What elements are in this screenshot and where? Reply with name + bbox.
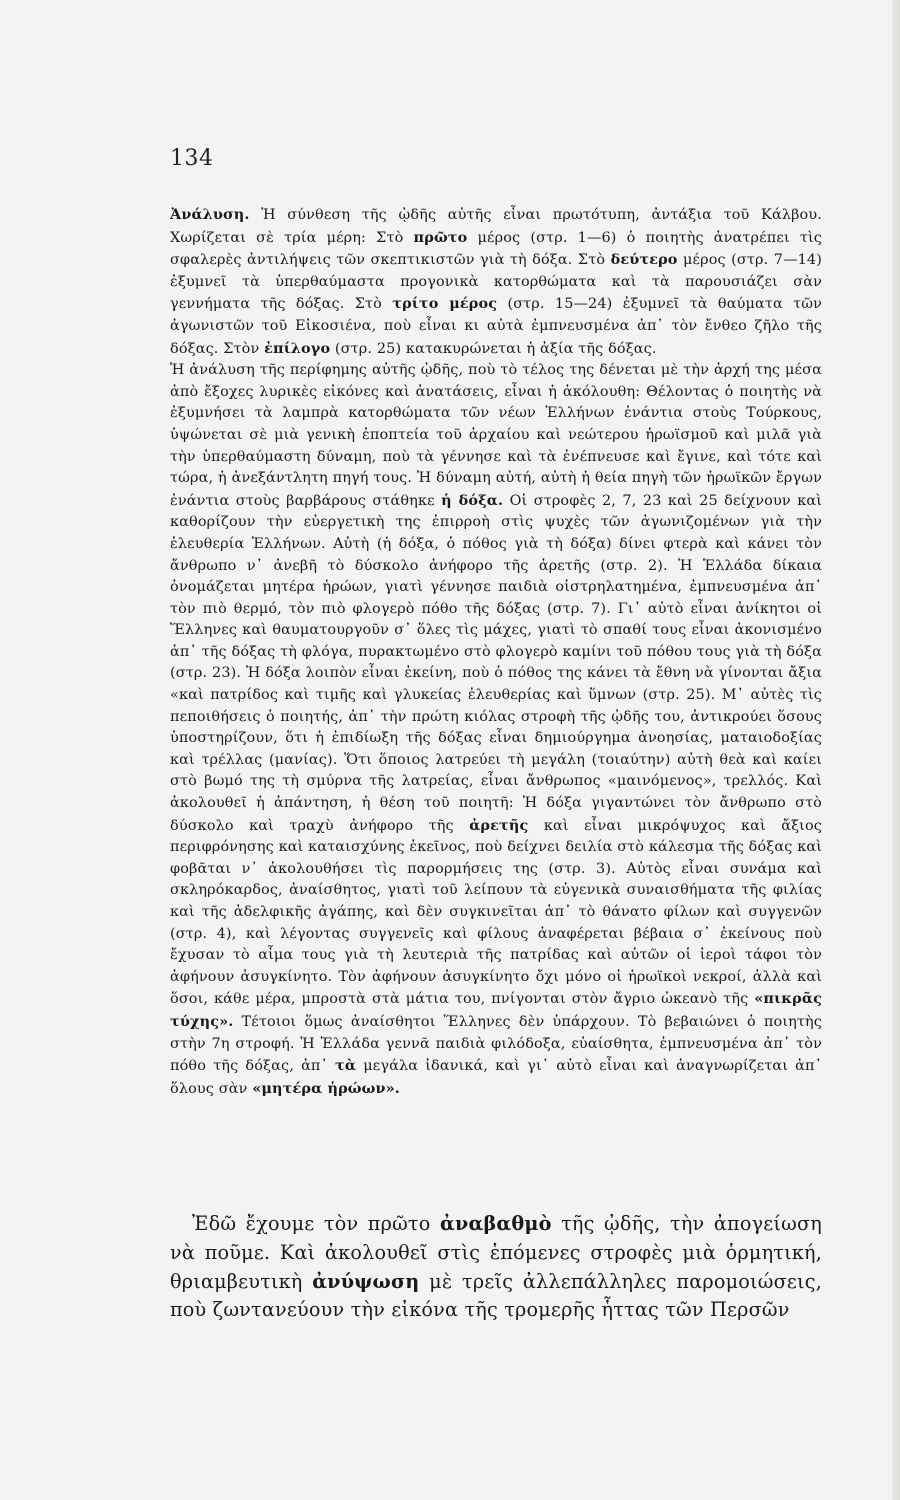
text-run: τῆς ᾠδῆς, τὴν ἀπογείωση νὰ ποῦμε. Καὶ ἀκολουθεῖ στὶς ἑπόμενες στροφὲς μιὰ ὁρμητική, θριαμβευτικὴ (170, 1212, 822, 1293)
text-run: καὶ εἶναι μικρόψυχος καὶ ἄξιος περιφρόνησης καὶ καταισχύνης ἐκεῖνος, ποὺ δείχνει δειλία στὸ κάλεσμα τῆς δόξας καὶ φοβᾶται ν᾿ ἀκολουθήσει τὶς παρορμήσεις της (στρ. 3). Αὐτὸς εἶναι συνάμα καὶ σκληρόκαρδος, ἀναίσθητος, γιατὶ τοῦ λείπουν τὰ εὐγενικὰ συναισθήματα τῆς φιλίας καὶ τῆς ἀδελφικῆς ἀγάπης, καὶ δὲν συγκινεῖται ἀπ᾿ τὸ θάνατο φίλων καὶ συγγενῶν (στρ. 4), καὶ λέγοντας συγγενεῖς καὶ φίλους ἀναφέρεται βέβαια σ᾿ ἐκείνους ποὺ ἔχυσαν τὸ αἷμα τους γιὰ τὴ λευτεριὰ τῆς πατρίδας καὶ αὐτῶν οἱ ἱεροὶ τάφοι τὸν ἀφήνουν ἀσυγκίνητο. Τὸν ἀφήνουν ἀσυγκίνητο ὄχι μόνο οἱ ἡρωϊκοὶ νεκροί, ἀλλὰ καὶ ὅσοι, κάθε μέρα, μπροστὰ στὰ μάτια του, πνίγονται στὸν ἄγριο ὠκεανὸ τῆς (170, 817, 822, 1008)
text-run: μὲ τρεῖς ἀλλεπάλληλες παρομοιώσεις, ποὺ ζωντανεύουν τὴν εἰκόνα τῆς τρομερῆς ἧττας τῶν Περσῶν (170, 1269, 822, 1322)
text-run: Ἡ ἀνάλυση τῆς περίφημης αὐτῆς ᾠδῆς, ποὺ τὸ τέλος της δένεται μὲ τὴν ἀρχή της μέσα ἀπὸ ἔξοχες λυρικὲς εἰκόνες καὶ ἀνατάσεις, εἶναι ἡ ἀκόλουθη: Θέλοντας ὁ ποιητὴς νὰ ἐξυμνήσει τὰ λαμπρὰ κατορθώματα τῶν νέων Ἑλλήνων ἐνάντια στοὺς Τούρκους, ὑψώνεται σὲ μιὰ γενικὴ ἐποπτεία τοῦ ἀρχαίου καὶ νεώτερου ἡρωϊσμοῦ καὶ μιλᾶ γιὰ τὴν ὑπερθαύμαστη δύναμη, ποὺ τὰ γέννησε καὶ τὰ ἐνέπνευσε καὶ ἔγινε, καὶ τότε καὶ τώρα, ἡ ἀνεξάντλητη πηγή τους. Ἡ δύναμη αὐτή, αὐτὴ ἡ θεία πηγὴ τῶν ἡρωϊκῶν ἔργων ἐνάντια στοὺς βαρβάρους στάθηκε (170, 362, 822, 509)
analysis-paragraph-1 (170, 204, 822, 360)
emphasis: ἐπίλογο (264, 339, 331, 357)
emphasis: «πικρᾶς τύχης». (170, 990, 822, 1030)
emphasis: τρίτο μέρος (392, 295, 498, 313)
analysis-heading: Ἀνάλυση. (170, 206, 250, 223)
text-run: (στρ. 15—24) ἐξυμνεῖ τὰ θαύματα τῶν ἀγωνιστῶν τοῦ Εἰκοσιένα, ποὺ εἶναι κι αὐτὰ ἐμπνευσμένα ἀπ᾿ τὸν ἔνθεο ζῆλο τῆς δόξας. Στὸν (170, 296, 822, 357)
emphasis: δεύτερο (610, 251, 678, 269)
main-text-section (170, 1210, 822, 1325)
text-run: μέρος (στρ. 7—14) ἐξυμνεῖ τὰ ὑπερθαύμαστα προγονικὰ κατορθώματα καὶ τὰ παρουσιάζει σὰν γεννήματα τῆς δόξας. Στὸ (170, 252, 822, 313)
page-number: 134 (170, 146, 214, 171)
emphasis: ἀναβαθμὸ (440, 1212, 552, 1235)
emphasis: πρῶτο (413, 228, 468, 246)
text-run: Ἐδῶ ἔχουμε τὸν πρῶτο (192, 1212, 440, 1235)
text-run: Οἱ στροφὲς 2, 7, 23 καὶ 25 δείχνουν καὶ καθορίζουν τὴν εὐεργετικὴ της ἐπιρροὴ στὶς ψυχὲς τῶν ἀγωνιζομένων γιὰ τὴν ἐλευθερία Ἑλλήνων. Αὐτὴ (ἡ δόξα, ὁ πόθος γιὰ τὴ δόξα) δίνει φτερὰ καὶ κάνει τὸν ἄνθρωπο ν᾿ ἀνεβῆ τὸ δύσκολο ἀνήφορο τῆς ἀρετῆς (στρ. 2). Ἡ Ἑλλάδα δίκαια ὀνομάζεται μητέρα ἡρώων, γιατὶ γέννησε παιδιὰ οἰστρηλατημένα, ἐμπνευσμένα ἀπ᾿ τὸν πιὸ θερμό, τὸν πιὸ φλογερὸ πόθο τῆς δόξας (στρ. 7). Γι᾿ αὐτὸ εἶναι ἀνίκητοι οἱ Ἕλληνες καὶ θαυματουργοῦν σ᾿ ὅλες τὶς μάχες, γιατὶ τὸ σπαθί τους εἶναι ἀκονισμένο ἀπ᾿ τῆς δόξας τὴ φλόγα, πυρακτωμένο στὸ φλογερὸ καμίνι τοῦ πόθου τους γιὰ τὴ δόξα (στρ. 23). Ἡ δόξα λοιπὸν εἶναι ἐκείνη, ποὺ ὁ πόθος της κάνει τὰ ἔθνη νὰ γίνονται ἄξια «καὶ πατρίδος καὶ τιμῆς καὶ γλυκείας ἐλευθερίας καὶ ὕμνων (στρ. 25). Μ᾿ αὐτὲς τὶς πεποιθήσεις ὁ ποιητής, ἀπ᾿ τὴν πρώτη κιόλας στροφὴ τῆς ᾠδῆς του, ἀντικρούει ὅσους ὑποστηρίζουν, ὅτι ἡ ἐπιδίωξη τῆς δόξας εἶναι δημιούργημα ἀνοησίας, ματαιοδοξίας καὶ τρέλλας (μανίας). Ὅτι ὅποιος λατρεύει τὴ μεγάλη (τοιαύτην) αὐτὴ θεὰ καὶ καίει στὸ βωμό της τὴ σμύρνα τῆς λατρείας, εἶναι ἄνθρωπος «μαινόμενος», τρελλός. Καὶ ἀκολουθεῖ ἡ ἀπάντηση, ἡ θέση τοῦ ποιητῆ: Ἡ δόξα γιγαντώνει τὸν ἄνθρωπο στὸ δύσκολο καὶ τραχὺ ἀνήφορο τῆς (170, 492, 823, 834)
analysis-paragraph-2 (170, 360, 822, 1100)
main-paragraph (170, 1210, 822, 1325)
page-edge (892, 0, 900, 1500)
emphasis: ἀνύψωση (312, 1269, 420, 1293)
text-run: Τέτοιοι ὅμως ἀναίσθητοι Ἕλληνες δὲν ὑπάρχουν. Τὸ βεβαιώνει ὁ ποιητὴς στὴν 7η στροφή. Ἡ Ἑλλάδα γεννᾶ παιδιὰ φιλόδοξα, εὐαίσθητα, ἐμπνευσμένα ἀπ᾿ τὸν πόθο τῆς δόξας, ἀπ᾿ (170, 1013, 822, 1075)
emphasis: τὰ (335, 1057, 357, 1075)
text-run: μέρος (στρ. 1—6) ὁ ποιητὴς ἀνατρέπει τὶς σφαλερὲς ἀντιλήψεις τῶν σκεπτικιστῶν γιὰ τὴ δόξα. Στὸ (170, 229, 822, 269)
text-run: (στρ. 25) κατακυρώνεται ἡ ἀξία τῆς δόξας. (330, 340, 657, 357)
text-run: μεγάλα ἰδανικά, καὶ γι᾿ αὐτὸ εἶναι καὶ ἀναγνωρίζεται ἀπ᾿ ὅλους σὰν (170, 1058, 822, 1097)
analysis-section (170, 204, 822, 1100)
emphasis: ἀρετῆς (469, 816, 529, 834)
text-run: Ἡ σύνθεση τῆς ᾠδῆς αὐτῆς εἶναι πρωτότυπη, ἀντάξια τοῦ Κάλβου. Χωρίζεται σὲ τρία μέρη: Στὸ (170, 207, 822, 246)
emphasis: «μητέρα ἡρώων». (252, 1079, 400, 1097)
emphasis: ἡ δόξα. (441, 491, 504, 509)
